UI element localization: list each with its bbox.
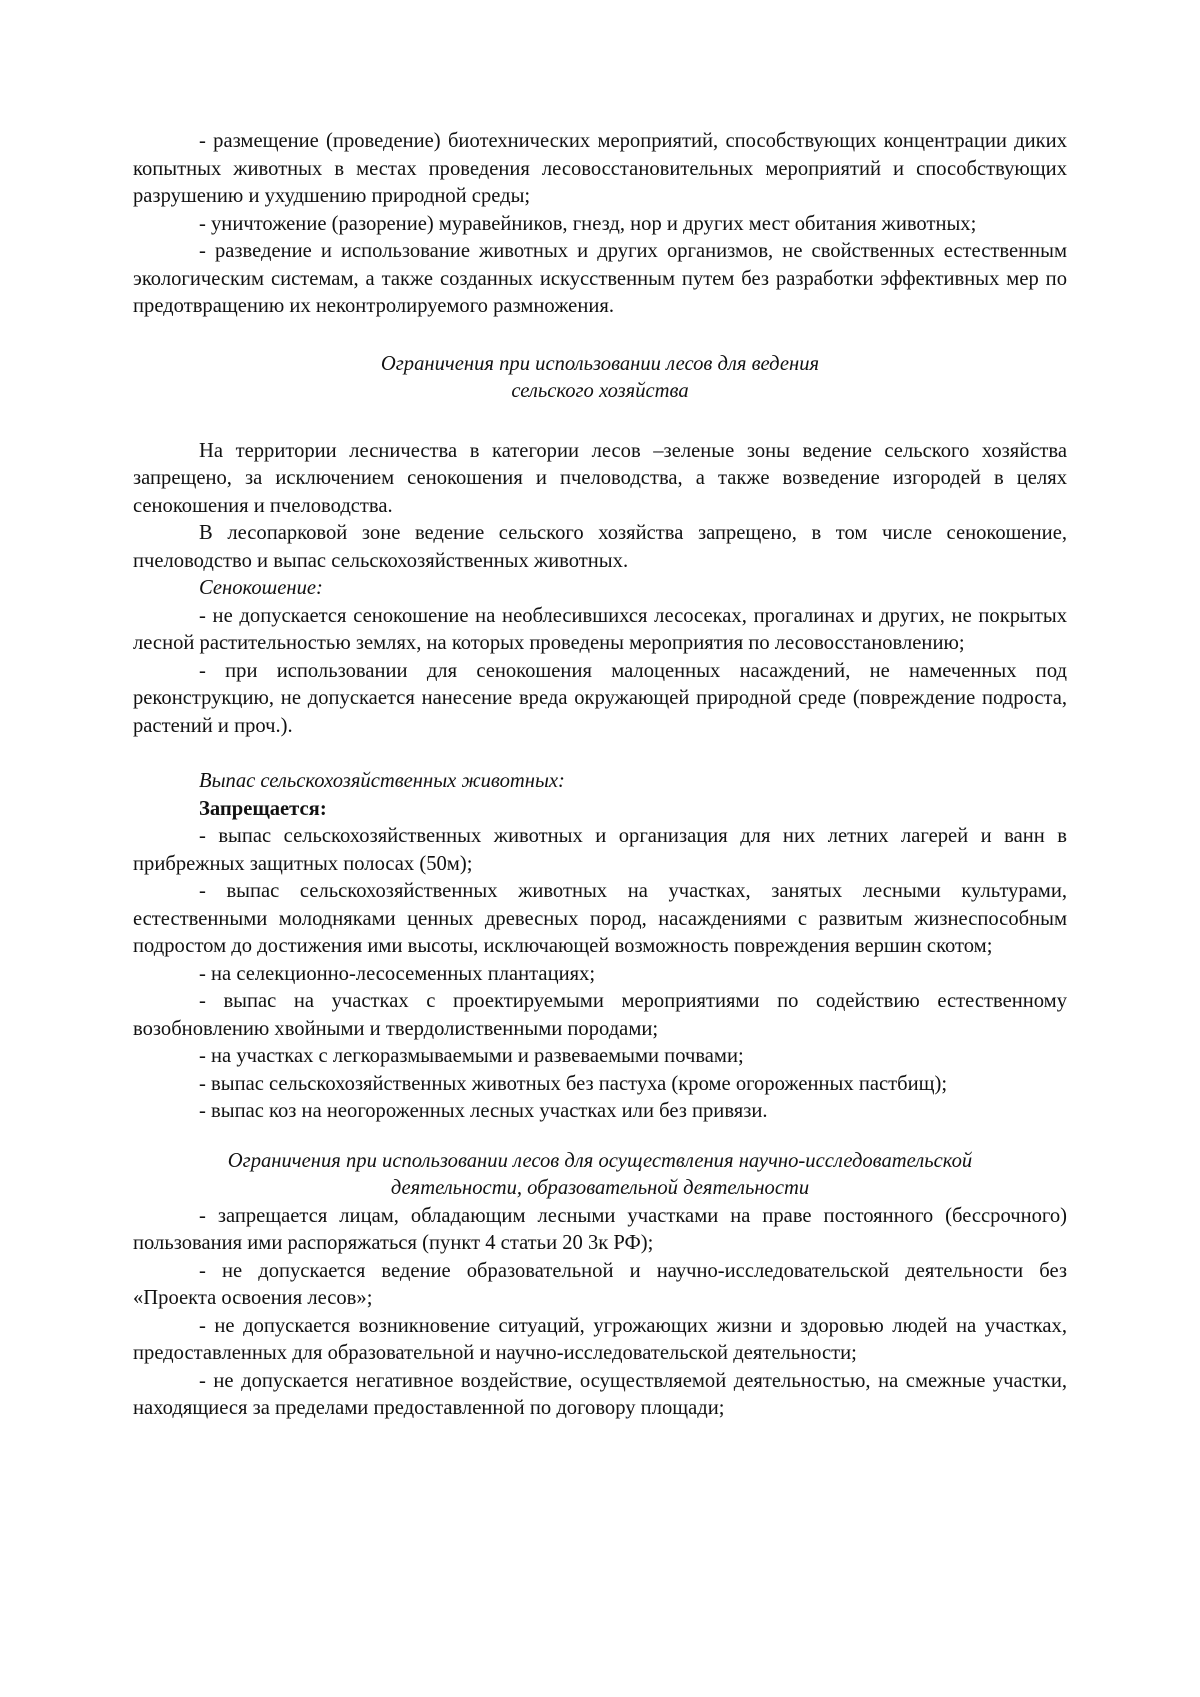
- list-item: - размещение (проведение) биотехнических мероприятий, способствующих концентрации диких копытных животных в местах проведения лесовосстановительных мероприятий и способствующих разрушению и ухудшению природной среды;: [133, 130, 1067, 207]
- list-item: - выпас на участках с проектируемыми мероприятиями по содействию естественному возобновлению хвойными и твердолиственными породами;: [133, 990, 1067, 1040]
- document-body: [133, 128, 1067, 1423]
- section-heading-agriculture-line2: сельского хозяйства: [511, 380, 689, 402]
- list-item: - при использовании для сенокошения малоценных насаждений, не намеченных под реконструкцию, не допускается нанесение вреда окружающей природной среде (повреждение подроста, растений и проч.).: [133, 659, 1067, 737]
- list-item: - не допускается сенокошение на необлесившихся лесосеках, прогалинах и других, не покрытых лесной растительностью землях, на которых проведены мероприятия по лесовосстановлению;: [133, 604, 1067, 654]
- grazing-subheading: Выпас сельскохозяйственных животных:: [199, 770, 565, 792]
- list-item: - на селекционно-лесосеменных плантациях;: [199, 962, 596, 985]
- spacer: [133, 1126, 1067, 1148]
- prohibited-label: Запрещается:: [199, 797, 327, 820]
- spacer: [133, 406, 1067, 438]
- section-heading-agriculture-line1: Ограничения при использовании лесов для ведения: [380, 352, 820, 375]
- list-item: - разведение и использование животных и других организмов, не свойственных естественным экологическим системам, а также созданных искусственным путем без разработки эффективных мер по предотвращению их неконтролируемого размножения.: [133, 240, 1067, 317]
- list-item: - выпас сельскохозяйственных животных и организация для них летних лагерей и ванн в прибрежных защитных полосах (50м);: [133, 825, 1067, 875]
- spacer: [133, 321, 1067, 351]
- spacer: [133, 740, 1067, 768]
- section-heading-research-line1: Ограничения при использовании лесов для осуществления научно-исследовательской: [227, 1149, 973, 1172]
- section-heading-research-line2: деятельности, образовательной деятельности: [390, 1177, 810, 1199]
- list-item: - на участках с легкоразмываемыми и развеваемыми почвами;: [199, 1045, 744, 1067]
- paragraph: В лесопарковой зоне ведение сельского хозяйства запрещено, в том числе сенокошение, пчеловодство и выпас сельскохозяйственных животных.: [133, 522, 1067, 572]
- list-item: - выпас сельскохозяйственных животных без пастуха (кроме огороженных пастбищ);: [199, 1072, 948, 1095]
- list-item: - выпас сельскохозяйственных животных на участках, занятых лесными культурами, естественными молодняками ценных древесных пород, насаждениями с развитым жизнеспособным подростом до достижения ими высоты, исключающей возможность повреждения вершин скотом;: [133, 880, 1067, 957]
- paragraph: На территории лесничества в категории лесов –зеленые зоны ведение сельского хозяйства запрещено, за исключением сенокошения и пчеловодства, а также возведение изгородей в целях сенокошения и пчеловодства.: [133, 439, 1067, 517]
- list-item: - выпас коз на неогороженных лесных участках или без привязи.: [199, 1100, 768, 1122]
- haymaking-subheading: Сенокошение:: [199, 577, 323, 599]
- list-item: - запрещается лицам, обладающим лесными участками на праве постоянного (бессрочного) пользования ими распоряжаться (пункт 4 статьи 20 3к РФ);: [133, 1204, 1067, 1254]
- list-item: - уничтожение (разорение) муравейников, гнезд, нор и других мест обитания животных;: [199, 212, 977, 235]
- list-item: - не допускается возникновение ситуаций, угрожающих жизни и здоровью людей на участках, предоставленных для образовательной и научно-исследовательской деятельности;: [133, 1314, 1067, 1364]
- list-item: - не допускается негативное воздействие, осуществляемой деятельностью, на смежные участки, находящиеся за пределами предоставленной по договору площади;: [133, 1369, 1067, 1419]
- list-item: - не допускается ведение образовательной и научно-исследовательской деятельности без «Проекта освоения лесов»;: [133, 1259, 1067, 1309]
